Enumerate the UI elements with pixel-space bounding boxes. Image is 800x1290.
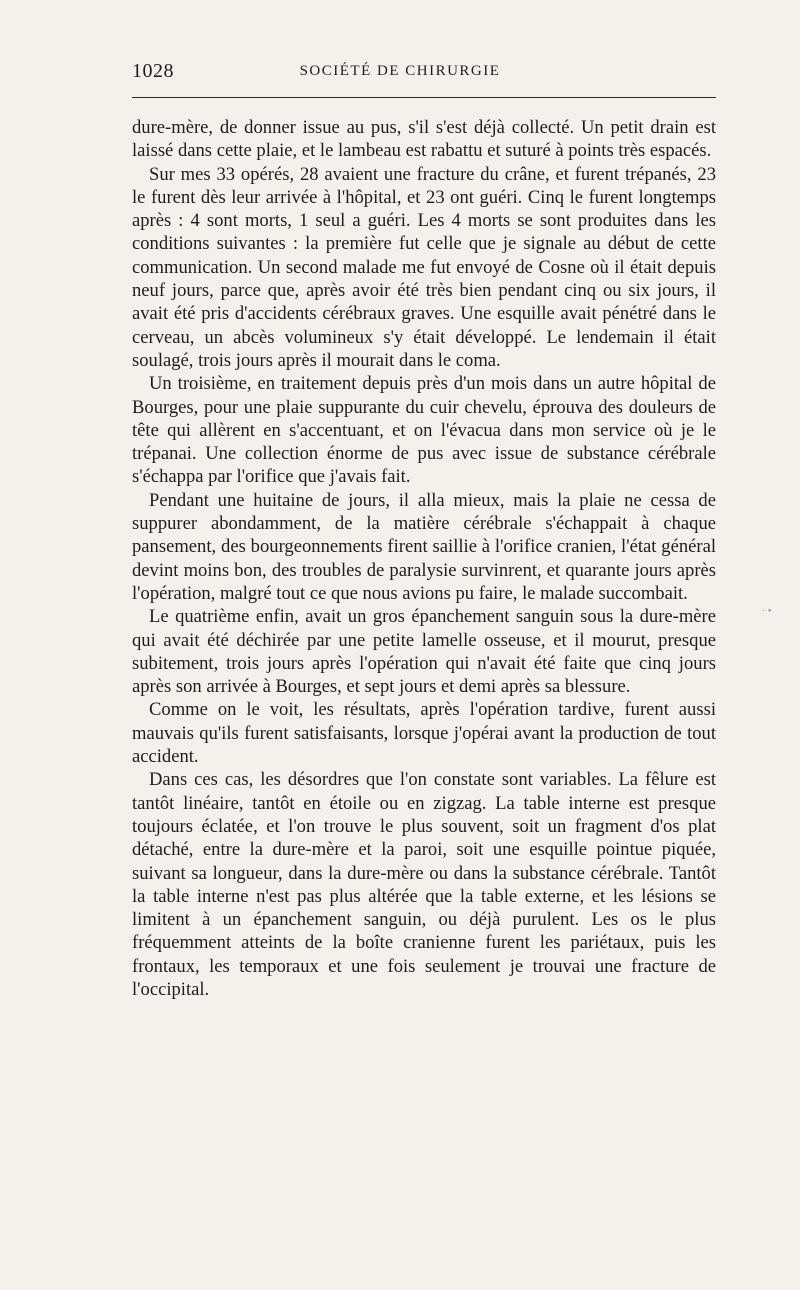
running-title: SOCIÉTÉ DE CHIRURGIE [299,63,501,79]
paragraph-evolution: Pendant une huitaine de jours, il alla mieux, mais la plaie ne cessa de suppurer abondamment, de la matière cérébrale s'échappait à chaque pansement, des bourgeonnements firent saillie à l'orifice cranien, l'état général devint moins bon, des troubles de paralysie survinrent, et quarante jours après l'opération, malgré tout ce que nous avions pu faire, le malade succombait. [132,489,716,604]
paragraph-continuation: dure-mère, de donner issue au pus, s'il s'est déjà collecté. Un petit drain est laissé dans cette plaie, et le lambeau est rabattu et suturé à points très espacés. [132,117,716,162]
page-number: 1028 [132,60,174,82]
paragraph-comparison: Comme on le voit, les résultats, après l'opération tardive, furent aussi mauvais qu'ils furent satisfaisants, lorsque j'opérai avant la production de tout accident. [132,699,716,768]
paragraph-third-patient: Un troisième, en traitement depuis près d'un mois dans un autre hôpital de Bourges, pour une plaie suppurante du cuir chevelu, éprouva des douleurs de tête qui allèrent en s'accentuant, et on l'évacua dans mon service où je le trépanai. Une collection énorme de pus avec issue de substance cérébrale s'échappa par l'orifice que j'avais fait. [132,373,716,488]
header-rule [132,97,716,98]
scan-speck: · • [762,606,772,617]
paragraph-lesions: Dans ces cas, les désordres que l'on constate sont variables. La fêlure est tantôt linéaire, tantôt en étoile ou en zigzag. La table interne est presque toujours éclatée, et l'on trouve le plus souvent, soit un fragment d'os plat détaché, entre la dure-mère et la paroi, soit une esquille pointue piquée, suivant sa longueur, dans la dure-mère ou dans la substance cérébrale. Tantôt la table interne n'est pas plus altérée que la table externe, et les lésions se limitent à un épanchement sanguin, ou déjà purulent. Les os le plus fréquemment atteints de la boîte cranienne furent les pariétaux, puis les frontaux, les temporaux et une fois seulement je trouvai une fracture de l'occipital. [132,769,716,1000]
paragraph-results: Sur mes 33 opérés, 28 avaient une fracture du crâne, et furent trépanés, 23 le furent dès leur arrivée à l'hôpital, et 23 ont guéri. Cinq le furent longtemps après : 4 sont morts, 1 seul a guéri. Les 4 morts se sont produites dans les conditions suivantes : la première fut celle que je signale au début de cette communication. Un second malade me fut envoyé de Cosne où il était depuis neuf jours, parce que, après avoir été très bien pendant cinq ou six jours, il avait été pris d'accidents cérébraux graves. Une esquille avait pénétré dans le cerveau, un abcès volumineux s'y était développé. Le lendemain il était soulagé, trois jours après il mourait dans le coma. [132,163,716,371]
paragraph-fourth-patient: Le quatrième enfin, avait un gros épanchement sanguin sous la dure-mère qui avait été déchirée par une petite lamelle osseuse, et il mourut, presque subitement, trois jours après l'opération qui n'avait été faite que cinq jours après son arrivée à Bourges, et sept jours et demi après sa blessure. [132,606,716,698]
body-text [132,116,716,1001]
